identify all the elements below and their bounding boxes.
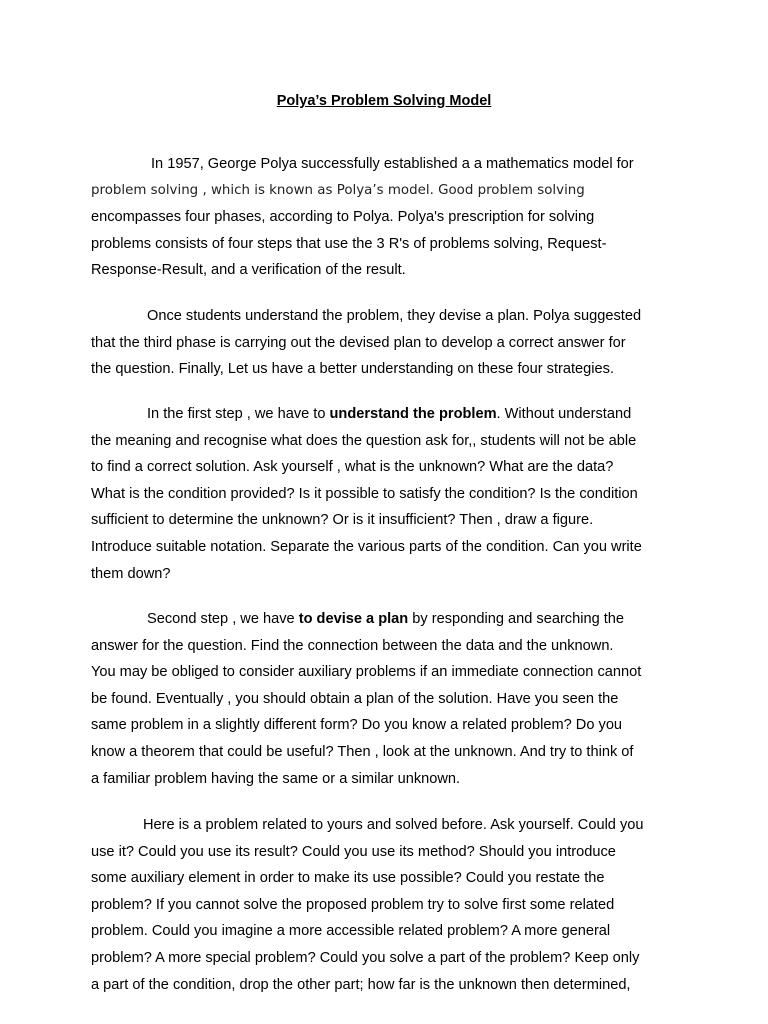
paragraph-line: What is the condition provided? Is it possible to satisfy the condition? Is the condition bbox=[91, 485, 638, 502]
paragraph-step-one bbox=[91, 401, 683, 587]
paragraph-line: that the third phase is carrying out the devised plan to develop a correct answer for bbox=[91, 334, 626, 351]
paragraph-line: In 1957, George Polya successfully established a a mathematics model for bbox=[151, 156, 634, 172]
paragraph-line: some auxiliary element in order to make its use possible? Could you restate the bbox=[91, 870, 605, 887]
paragraph-line: the meaning and recognise what does the question ask for,, students will not be able bbox=[91, 432, 637, 449]
paragraph-line: to find a correct solution. Ask yourself , what is the unknown? What are the data? bbox=[91, 459, 614, 476]
paragraph-line: problems consists of four steps that use the 3 R's of problems solving, Request- bbox=[91, 235, 607, 252]
step-one-keyword: understand the problem bbox=[329, 406, 497, 422]
paragraph-line: You may be obliged to consider auxiliary problems if an immediate connection cannot bbox=[91, 664, 642, 681]
paragraph-line: be found. Eventually , you should obtain a plan of the solution. Have you seen the bbox=[91, 690, 619, 707]
paragraph-line: a familiar problem having the same or a similar unknown. bbox=[91, 770, 461, 787]
paragraph-line: problem? If you cannot solve the proposed problem try to solve first some related bbox=[91, 896, 615, 913]
step-two-keyword: to devise a plan bbox=[298, 611, 409, 627]
paragraph-line: Response-Result, and a verification of the result. bbox=[91, 262, 406, 279]
paragraph-line: use it? Could you use its result? Could you use its method? Should you introduce bbox=[91, 843, 616, 860]
step-two-continuation: by responding and searching the bbox=[408, 611, 625, 627]
paragraph-line: problem. Could you imagine a more accessible related problem? A more general bbox=[91, 923, 611, 940]
paragraph-line: answer for the question. Find the connection between the data and the unknown. bbox=[91, 637, 614, 654]
step-one-intro-text: In the first step , we have to bbox=[147, 406, 330, 422]
paragraph-step-two bbox=[91, 606, 683, 792]
paragraph-line: know a theorem that could be useful? Then , look at the unknown. And try to think of bbox=[91, 743, 634, 760]
paragraph-line: encompasses four phases, according to Polya. Polya's prescription for solving bbox=[91, 209, 595, 226]
paragraph-line: Here is a problem related to yours and solved before. Ask yourself. Could you bbox=[143, 817, 644, 833]
paragraph-line: problem? A more special problem? Could you solve a part of the problem? Keep only bbox=[91, 949, 640, 966]
step-two-intro-text: Second step , we have bbox=[147, 611, 299, 627]
paragraph-line: Introduce suitable notation. Separate the various parts of the condition. Can you write bbox=[91, 538, 642, 555]
paragraph-line: same problem in a slightly different form? Do you know a related problem? Do you bbox=[91, 717, 623, 734]
paragraph-line: them down? bbox=[91, 565, 171, 582]
paragraph-related-problem bbox=[91, 812, 683, 998]
step-one-continuation: . Without understand bbox=[496, 406, 632, 422]
paragraph-line: sufficient to determine the unknown? Or is it insufficient? Then , draw a figure. bbox=[91, 512, 594, 529]
page-title: Polya’s Problem Solving Model bbox=[276, 93, 492, 109]
paragraph-line bbox=[91, 606, 683, 633]
paragraph-line: the question. Finally, Let us have a better understanding on these four strategies. bbox=[91, 361, 615, 378]
paragraph-intro bbox=[91, 151, 683, 284]
paragraph-line: problem solving , which is known as Polya’s model. Good problem solving bbox=[91, 182, 585, 198]
paragraph-line bbox=[91, 401, 683, 428]
paragraph-line: Once students understand the problem, they devise a plan. Polya suggested bbox=[147, 308, 642, 324]
paragraph-plan-overview bbox=[91, 303, 683, 383]
paragraph-line: a part of the condition, drop the other part; how far is the unknown then determined, bbox=[91, 976, 631, 993]
